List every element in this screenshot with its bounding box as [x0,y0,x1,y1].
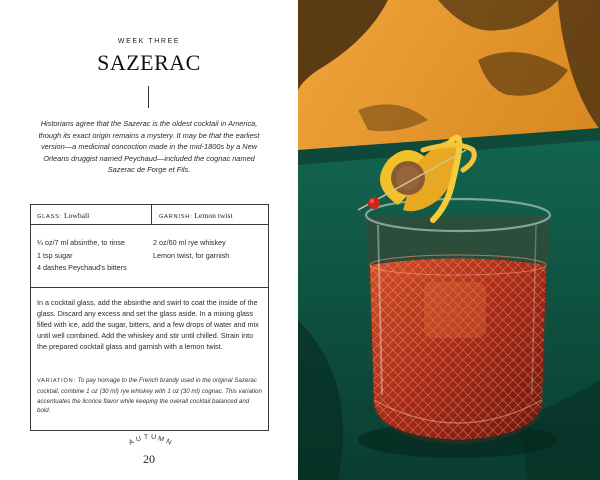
header-divider [151,205,152,224]
ingredient-item: Lemon twist, for garnish [153,250,230,260]
glass-info [37,211,89,220]
season-letter: N [164,438,173,447]
season-letter: A [127,438,136,447]
season-letter: T [143,433,150,442]
variation-text: To pay homage to the French brandy used in the original Sazerac cocktail, combine 1 oz (30 ml) rye whiskey with 1 oz (30 ml) cognac. This variation accentuates the licorice flavor while keeping the overall cocktail balanced and bold. [37,377,262,415]
sazerac-photo-illustration [298,0,600,480]
garnish-label: GARNISH: [159,214,193,220]
glass-value: Lowball [63,211,90,220]
ingredient-item: 4 dashes Peychaud's bitters [37,263,127,272]
recipe-page [0,0,298,480]
title-divider [148,86,149,108]
variation-label: VARIATION: [37,378,76,384]
variation-note [37,376,263,416]
recipe-card [30,204,269,431]
ingredients-right [153,237,229,262]
ingredient-item: ¼ oz/7 ml absinthe, to rinse [37,238,125,247]
week-label: WEEK THREE [117,38,181,45]
ingredient-item: 2 oz/60 ml rye whiskey [153,238,226,247]
garnish-info [159,211,233,220]
glass-label: GLASS: [37,214,63,220]
method-paragraph: In a cocktail glass, add the absinthe and swirl to coat the inside of the glass. Discard any excess and set the glass aside. In a mixing glass filled with ice, add the sugar, bitters, and a few drops of water and mix until well combined. Add the whiskey and stir until chilled. Strain into the prepared cocktail glass and garnish with a lemon twist. [37,298,259,351]
ingredients-section [31,225,268,288]
ingredient-item: 1 tsp sugar [37,250,73,260]
cocktail-photo [298,0,600,480]
season-letter: M [157,435,166,444]
pick-tassel [368,197,380,209]
season-letter: U [135,435,143,444]
page-number: 20 [143,452,155,466]
ingredients-left [37,237,127,275]
season-label [129,432,173,446]
garnish-value: Lemon twist [194,211,233,220]
intro-paragraph: Historians agree that the Sazerac is the oldest cocktail in America, though its exact origin remains a mystery. It may be that the earliest version—a medicinal concoction made in the mid-1800s by a New Orleans druggist named Peychaud—included the cognac named Sazerac de Forge et Fils. [38,119,260,175]
season-letter: U [150,433,157,442]
ice-cube [424,282,486,338]
pick-tassel-highlight [370,199,374,203]
page-title: SAZERAC [97,50,201,75]
recipe-card-header [31,205,268,225]
